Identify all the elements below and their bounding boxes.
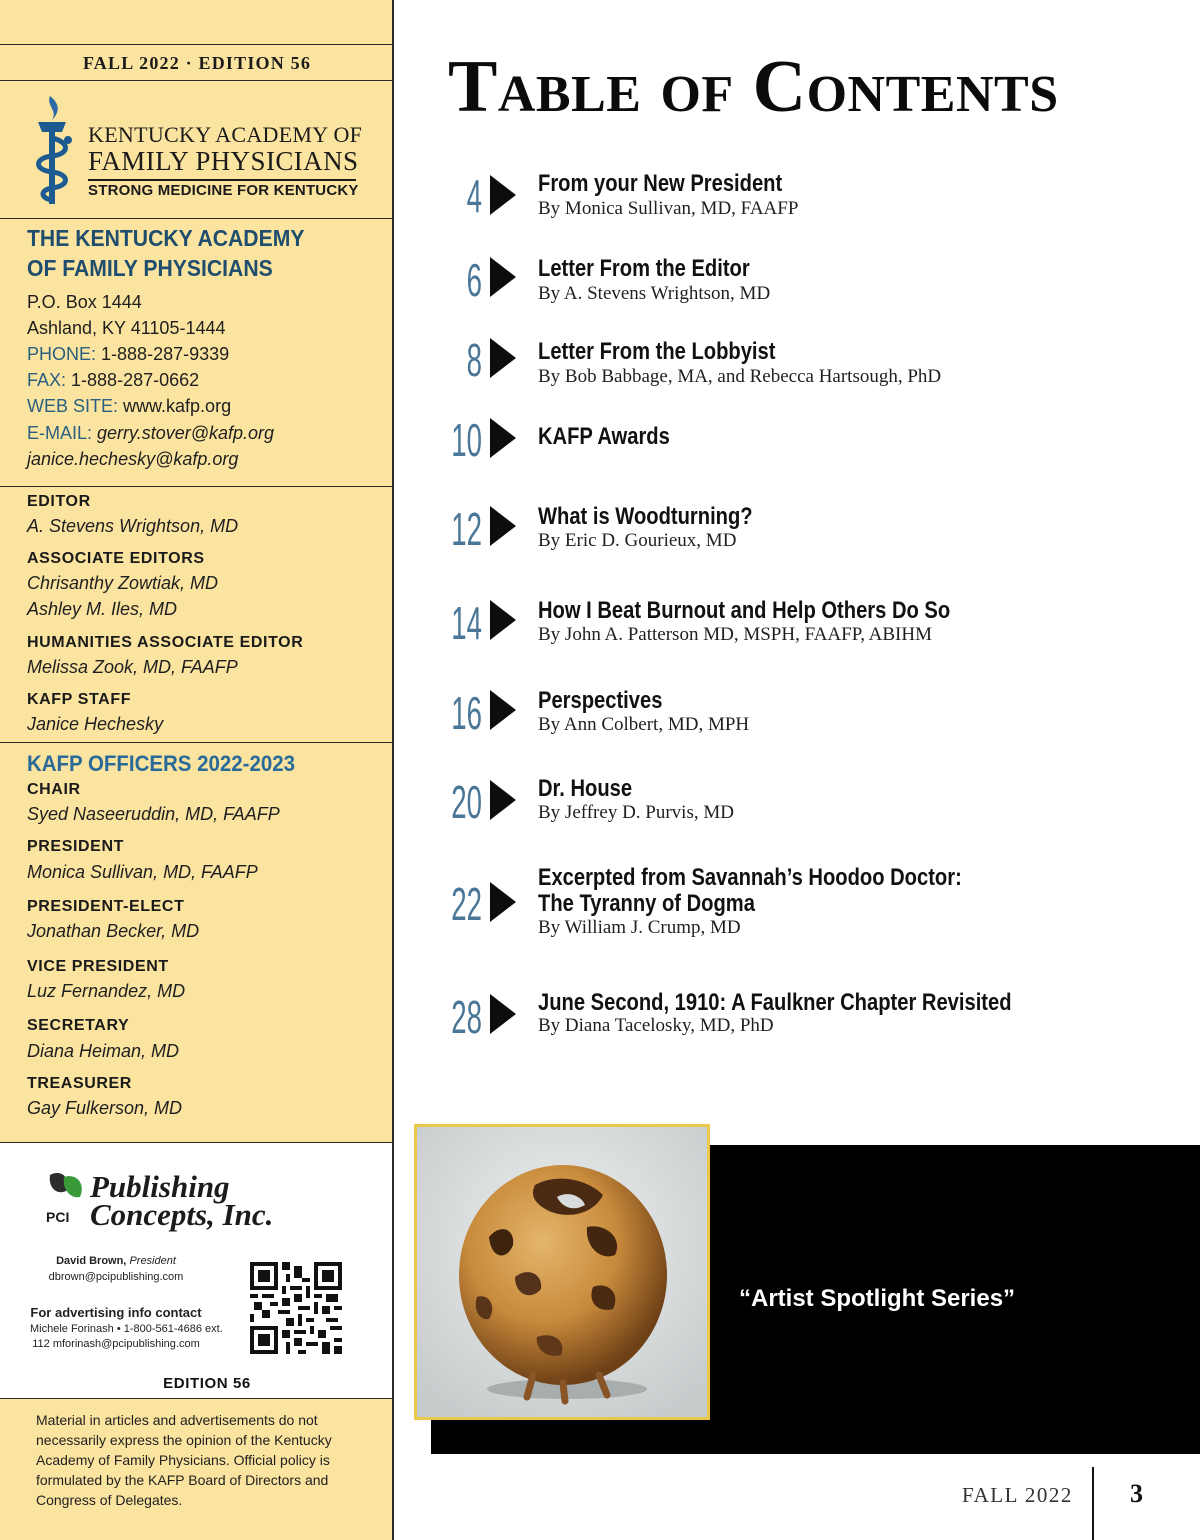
editor-label: EDITOR <box>27 493 91 510</box>
triangle-right-icon <box>490 506 516 546</box>
qr-code-icon[interactable] <box>250 1262 342 1354</box>
treasurer-label: TREASURER <box>27 1075 132 1092</box>
advertising-label: For advertising info contact <box>30 1305 202 1320</box>
president-elect-label: PRESIDENT-ELECT <box>27 898 185 915</box>
divider <box>0 486 394 487</box>
fax-value: 1-888-287-0662 <box>71 370 200 390</box>
toc-entry-byline: By Eric D. Gourieux, MD <box>538 530 737 551</box>
org-name-line2: OF FAMILY PHYSICIANS <box>27 255 273 281</box>
org-name-line1: THE KENTUCKY ACADEMY <box>27 225 305 251</box>
sidebar <box>0 0 394 1540</box>
secretary-label: SECRETARY <box>27 1017 130 1034</box>
footer-divider <box>1092 1467 1094 1540</box>
humanities-editor-name: Melissa Zook, MD, FAAFP <box>27 657 238 677</box>
toc-page-number: 14 <box>451 597 482 649</box>
toc-entry-title[interactable]: Letter From the Editor <box>538 255 750 282</box>
kafp-logo <box>30 92 370 208</box>
toc-entry-title[interactable]: From your New President <box>538 170 783 197</box>
publisher-abbr: PCI <box>46 1209 70 1225</box>
publisher-contact-name <box>36 1255 196 1267</box>
address-line2: Ashland, KY 41105-1444 <box>27 318 226 338</box>
page-number: 3 <box>1130 1479 1143 1508</box>
publisher-name-line2: Concepts, Inc. <box>90 1197 274 1232</box>
email-line2 <box>27 446 238 472</box>
woodturned-bowl-image <box>414 1124 710 1420</box>
toc-page-number: 16 <box>451 687 482 739</box>
divider <box>0 1398 394 1399</box>
toc-page-number: 4 <box>466 170 482 222</box>
email-line <box>27 420 274 446</box>
footer-issue: FALL 2022 <box>962 1483 1073 1507</box>
website-link[interactable]: www.kafp.org <box>123 396 232 416</box>
toc-entry-title[interactable]: What is Woodturning? <box>538 503 753 530</box>
toc-page-number: 8 <box>466 334 482 386</box>
president-name: Monica Sullivan, MD, FAAFP <box>27 862 258 882</box>
editor-name: A. Stevens Wrightson, MD <box>27 516 239 536</box>
publisher-box <box>0 1143 392 1399</box>
advertising-email[interactable]: 112 mforinash@pcipublishing.com <box>32 1338 200 1350</box>
disclaimer: Material in articles and advertisements do not necessarily express the opinion of the Kentucky Academy of Family Physicians. Official policy is formulated by the KAFP Board of Directors and Congress of Delegates. <box>36 1412 332 1508</box>
bowl-illustration <box>417 1127 707 1417</box>
toc-entry-title[interactable]: Letter From the Lobbyist <box>538 338 776 365</box>
phone-value: 1-888-287-9339 <box>101 344 230 364</box>
logo-text-line1: KENTUCKY ACADEMY OF <box>88 122 363 147</box>
toc-entry-title[interactable]: Perspectives <box>538 687 663 714</box>
toc-page-number: 12 <box>451 503 482 555</box>
publisher-name-line1: Publishing <box>90 1169 230 1204</box>
vice-president-name: Luz Fernandez, MD <box>27 981 186 1001</box>
toc-entry-byline: By Jeffrey D. Purvis, MD <box>538 802 734 823</box>
toc-entry-byline: By Bob Babbage, MA, and Rebecca Hartsough, PhD <box>538 366 942 387</box>
toc-page-number: 22 <box>451 878 482 930</box>
associate-editor-name: Chrisanthy Zowtiak, MD <box>27 573 219 593</box>
chair-name: Syed Naseeruddin, MD, FAAFP <box>27 804 280 824</box>
toc-entry-byline: By John A. Patterson MD, MSPH, FAAFP, ABIHM <box>538 624 932 645</box>
toc-entry-byline: By Ann Colbert, MD, MPH <box>538 714 750 735</box>
pci-leaf-icon <box>46 1171 86 1207</box>
website-line <box>27 393 231 419</box>
publisher-logo <box>46 1169 326 1233</box>
officers-title: KAFP OFFICERS 2022-2023 <box>27 751 295 776</box>
publisher-contact-email[interactable]: dbrown@pcipublishing.com <box>48 1271 184 1283</box>
fax-label: FAX: <box>27 370 67 390</box>
address-line1: P.O. Box 1444 <box>27 292 142 312</box>
triangle-right-icon <box>490 257 516 297</box>
email-label: E-MAIL: <box>27 423 93 443</box>
phone-line <box>27 341 229 367</box>
toc-page-number: 28 <box>451 991 482 1043</box>
toc-page-number: 20 <box>451 776 482 828</box>
toc-entry-title[interactable]: KAFP Awards <box>538 423 670 450</box>
president-elect-name: Jonathan Becker, MD <box>27 921 200 941</box>
divider <box>0 80 394 81</box>
triangle-right-icon <box>490 175 516 215</box>
associate-editor-name: Ashley M. Iles, MD <box>27 599 178 619</box>
email-link[interactable]: gerry.stover@kafp.org <box>97 423 275 443</box>
website-label: WEB SITE: <box>27 396 119 416</box>
logo-text-line2: FAMILY PHYSICIANS <box>88 146 359 176</box>
kafp-staff-name: Janice Hechesky <box>27 714 164 734</box>
triangle-right-icon <box>490 994 516 1034</box>
fax-line <box>27 367 199 393</box>
triangle-right-icon <box>490 780 516 820</box>
humanities-editor-label: HUMANITIES ASSOCIATE EDITOR <box>27 634 304 651</box>
divider <box>0 44 394 45</box>
triangle-right-icon <box>490 418 516 458</box>
phone-label: PHONE: <box>27 344 97 364</box>
chair-label: CHAIR <box>27 781 81 798</box>
triangle-right-icon <box>490 600 516 640</box>
contact-title: President <box>129 1255 176 1267</box>
email-link[interactable]: janice.hechesky@kafp.org <box>27 449 239 469</box>
toc-page-number: 6 <box>466 254 482 306</box>
toc-entry-title[interactable]: Dr. House <box>538 775 633 802</box>
vice-president-label: VICE PRESIDENT <box>27 958 169 975</box>
logo-underline <box>88 179 356 181</box>
toc-entry-byline: By Monica Sullivan, MD, FAAFP <box>538 198 799 219</box>
toc-entry-byline: By A. Stevens Wrightson, MD <box>538 283 771 304</box>
treasurer-name: Gay Fulkerson, MD <box>27 1098 183 1118</box>
divider <box>0 218 394 219</box>
secretary-name: Diana Heiman, MD <box>27 1041 180 1061</box>
toc-page-number: 10 <box>451 414 482 466</box>
toc-entry-title[interactable]: Excerpted from Savannah’s Hoodoo Doctor: <box>538 864 962 891</box>
logo-tagline: STRONG MEDICINE FOR KENTUCKY <box>88 182 359 199</box>
edition-label: EDITION 56 <box>163 1375 251 1392</box>
toc-entry-byline: By Diana Tacelosky, MD, PhD <box>538 1015 774 1036</box>
president-label: PRESIDENT <box>27 838 124 855</box>
kafp-staff-label: KAFP STAFF <box>27 691 132 708</box>
associate-editors-label: ASSOCIATE EDITORS <box>27 550 205 567</box>
contact-name: David Brown, <box>56 1255 127 1267</box>
triangle-right-icon <box>490 338 516 378</box>
edition-bar: FALL 2022 · EDITION 56 <box>82 53 312 73</box>
page-title: Table of Contents <box>448 46 1059 128</box>
toc-entry-title-line2[interactable]: The Tyranny of Dogma <box>538 890 755 917</box>
toc-entry-byline: By William J. Crump, MD <box>538 917 741 938</box>
advertising-contact: Michele Forinash • 1-800-561-4686 ext. <box>30 1323 223 1335</box>
spotlight-caption: “Artist Spotlight Series” <box>739 1285 1016 1312</box>
toc-entry-title[interactable]: June Second, 1910: A Faulkner Chapter Revisited <box>538 989 1012 1016</box>
triangle-right-icon <box>490 882 516 922</box>
divider <box>0 742 394 743</box>
triangle-right-icon <box>490 690 516 730</box>
toc-entry-title[interactable]: How I Beat Burnout and Help Others Do So <box>538 597 951 624</box>
caduceus-torch-icon <box>30 92 82 208</box>
